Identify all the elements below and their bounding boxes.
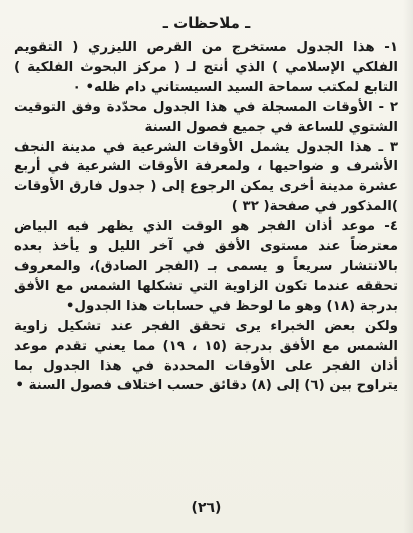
page-number: (٢٦) [191, 500, 222, 516]
note-3: ٣ ـ هذا الجدول يشمل الأوقات الشرعية في مدينة النجف الأشرف و ضواحيها ، ولمعرفة الأوقات الشرعية في أربع عشرة مدينة أخرى يمكن الرجوع إلى ( جدول فارق الأوقات )المذكور في صفحة( ٣٢ ) [14, 139, 398, 215]
note-2: ٢ - الأوقات المسجلة في هذا الجدول محدّدة وفق التوقيت الشتوي للساعة في جميع فصول السنة [14, 99, 398, 135]
note-4-continued: ولكن بعض الخبراء يرى تحقق الفجر عند تشكيل زاوية الشمس مع الأفق بدرجة (١٥ ، ١٩) مما يعني تقدم موعد أذان الفجر على الأوقات المحددة في هذا الجدول بما يتراوح بين (٦) إلى (٨) دقائق حسب اختلاف فصول السنة • [14, 318, 398, 394]
note-1: ١- هذا الجدول مستخرج من القرص الليزري ( التقويم الفلكي الإسلامي ) الذي أنتج لـ ( مركز البحوث الفلكية ) التابع لمكتب سماحة السيد السيستاني دام ظله• ٠ [14, 40, 398, 95]
page-title: ـ ملاحظات ـ [162, 14, 251, 32]
page-edge-shadow [403, 0, 413, 533]
note-4: ٤- موعد أذان الفجر هو الوقت الذي يظهر فيه البياض معترضاً عند مستوى الأفق في آخر الليل و يأخذ بعده بالانتشار سريعاً و يسمى بـ (الفجر الصادق)، والمعروف تحققه عندما تكون الزاوية التي تشكلها الشمس مع الأفق بدرجة (١٨) وهو ما لوحظ في حسابات هذا الجدول• [14, 219, 398, 314]
notes-body [14, 38, 398, 396]
